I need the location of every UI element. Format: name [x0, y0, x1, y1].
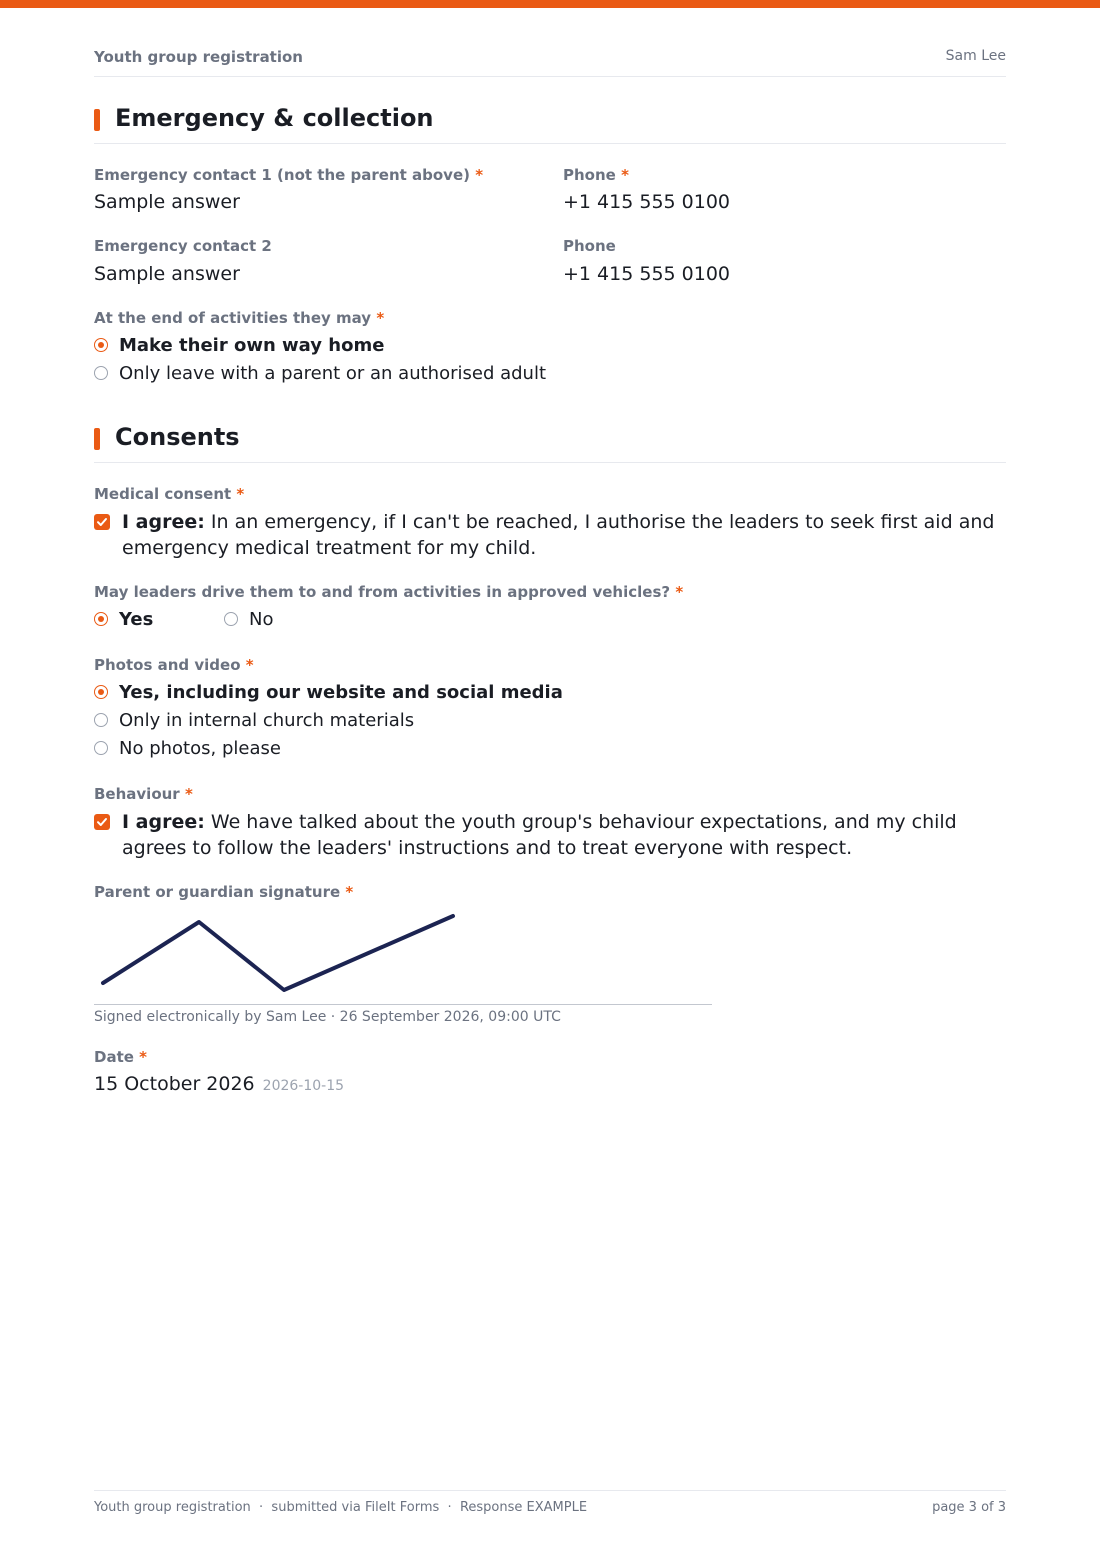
page-number: page 3 of 3: [932, 1500, 1006, 1515]
emergency-contact-1-label: Emergency contact 1 (not the parent above) *: [94, 166, 484, 184]
page-footer: [94, 1490, 1006, 1521]
collection-option-authorised-adult[interactable]: Only leave with a parent or an authorised adult: [94, 361, 546, 385]
section-heading-emergency: [94, 104, 1006, 144]
behaviour-consent-text: I agree: We have talked about the youth group's behaviour expectations, and my child agrees to follow the leaders' instructions and to treat everyone with respect.: [122, 811, 957, 859]
signature-label: Parent or guardian signature *: [94, 883, 354, 901]
required-marker: *: [376, 309, 385, 327]
radio-selected-icon: [94, 612, 108, 626]
radio-unselected-icon: [94, 366, 108, 380]
behaviour-consent-label: Behaviour *: [94, 785, 193, 803]
required-marker: *: [184, 785, 193, 803]
medical-consent-text: I agree: In an emergency, if I can't be reached, I authorise the leaders to seek first aid and emergency medical treatment for my child.: [122, 511, 995, 559]
section-title: Emergency & collection: [115, 104, 434, 132]
signature-box: [94, 908, 712, 1005]
photos-option-internal[interactable]: Only in internal church materials: [94, 708, 414, 732]
emergency-contact-1-value: Sample answer: [94, 191, 240, 213]
photos-option-public[interactable]: Yes, including our website and social media: [94, 680, 563, 704]
phone-1-label: Phone *: [563, 166, 629, 184]
radio-unselected-icon: [94, 741, 108, 755]
top-accent-bar: [0, 0, 1100, 8]
photos-option-none[interactable]: No photos, please: [94, 736, 281, 760]
radio-unselected-icon: [94, 713, 108, 727]
drive-option-no[interactable]: No: [224, 607, 273, 631]
checkbox-checked-icon[interactable]: [94, 814, 110, 830]
form-title: Youth group registration: [94, 48, 303, 66]
signature-drawing: [94, 908, 712, 1004]
radio-selected-icon: [94, 338, 108, 352]
drive-consent-label: May leaders drive them to and from activities in approved vehicles? *: [94, 583, 684, 601]
required-marker: *: [345, 883, 354, 901]
required-marker: *: [245, 656, 254, 674]
radio-unselected-icon: [224, 612, 238, 626]
section-marker: [94, 109, 100, 131]
radio-selected-icon: [94, 685, 108, 699]
section-heading-consents: [94, 423, 1006, 463]
signature-note: Signed electronically by Sam Lee · 26 September 2026, 09:00 UTC: [94, 1009, 561, 1025]
date-iso: 2026-10-15: [262, 1078, 345, 1094]
collection-label: At the end of activities they may *: [94, 309, 385, 327]
photos-consent-label: Photos and video *: [94, 656, 254, 674]
drive-option-yes[interactable]: Yes: [94, 607, 153, 631]
phone-2-value: +1 415 555 0100: [563, 263, 731, 285]
medical-consent-label: Medical consent *: [94, 485, 245, 503]
collection-option-own-way[interactable]: Make their own way home: [94, 333, 384, 357]
date-value-row: [94, 1073, 344, 1095]
document-header: [94, 48, 1006, 77]
emergency-contact-2-label: Emergency contact 2: [94, 237, 272, 255]
footer-info: Youth group registration · submitted via FileIt Forms · Response EXAMPLE: [94, 1500, 588, 1515]
required-marker: *: [139, 1048, 148, 1066]
date-label: Date *: [94, 1048, 148, 1066]
date-value: 15 October 2026: [94, 1073, 255, 1095]
required-marker: *: [621, 166, 629, 184]
section-marker: [94, 428, 100, 450]
phone-1-value: +1 415 555 0100: [563, 191, 731, 213]
required-marker: *: [236, 485, 245, 503]
emergency-contact-2-value: Sample answer: [94, 263, 240, 285]
checkbox-checked-icon[interactable]: [94, 514, 110, 530]
respondent-name: Sam Lee: [945, 48, 1006, 64]
phone-2-label: Phone: [563, 237, 616, 255]
required-marker: *: [475, 166, 484, 184]
section-title: Consents: [115, 423, 240, 451]
required-marker: *: [675, 583, 684, 601]
